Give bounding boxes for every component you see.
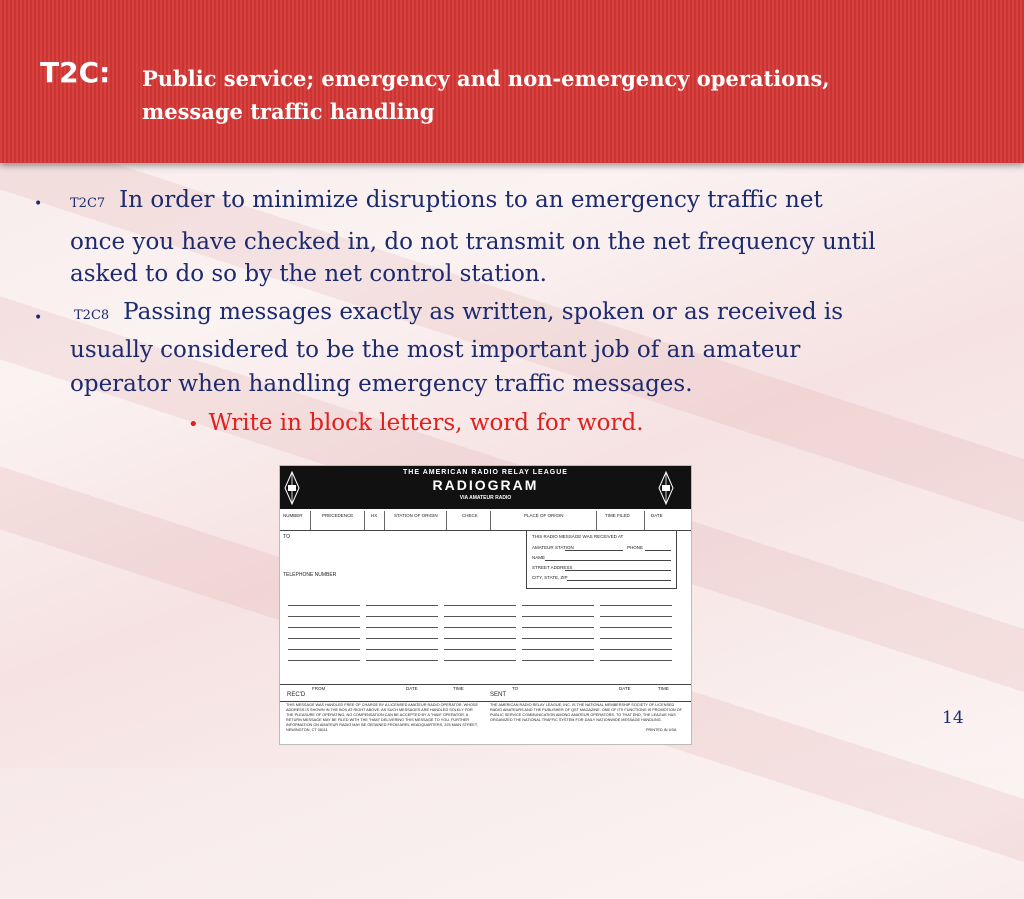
radiogram-form [279, 465, 692, 745]
recd-label: REC'D [287, 692, 306, 698]
form-org-name: THE AMERICAN RADIO RELAY LEAGUE [403, 469, 568, 476]
title-code: T2C: [40, 56, 111, 89]
sub-bullet [188, 410, 644, 436]
message-blank-line [600, 605, 672, 606]
message-blank-line [522, 660, 594, 661]
message-blank-line [288, 649, 360, 650]
form-title: RADIOGRAM [432, 477, 539, 493]
telephone-label: TELEPHONE NUMBER [283, 572, 337, 578]
message-blank-line [366, 660, 438, 661]
fine-print-right: THE AMERICAN RADIO RELAY LEAGUE, INC. IS THE NATIONAL MEMBERSHIP SOCIETY OF LICENSED RADIO AMATEURS AND THE PUBLISHER OF QST MAGAZINE. ONE OF ITS FUNCTIONS IS PROMOTION OF PUBLIC SERVICE COMMUNICATION AMONG AMATEUR OPERATORS. TO THAT END, THE LEAGUE HAS ORGANIZED THE NATIONAL TRAFFIC SYSTEM FOR DAILY NATIONWIDE MESSAGE HANDLING. [490, 703, 682, 722]
message-blank-line [600, 638, 672, 639]
message-blank-line [444, 649, 516, 650]
handling-row [280, 684, 691, 702]
preamble-row [280, 511, 691, 531]
col-precedence: PRECEDENCE [322, 513, 354, 518]
message-blank-line [600, 627, 672, 628]
question-code: T2C8 [74, 308, 110, 323]
date-label: DATE [406, 686, 418, 691]
to-label-bottom: TO [512, 686, 519, 691]
title-banner [0, 0, 1024, 163]
bullet-line: asked to do so by the net control station. [70, 261, 547, 287]
fine-print-left: THIS MESSAGE WAS HANDLED FREE OF CHARGE BY A LICENSED AMATEUR RADIO OPERATOR, WHOSE ADDRESS IS SHOWN IN THE BOX AT RIGHT ABOVE. AS SUCH MESSAGES ARE HANDLED SOLELY FOR THE PLEASURE OF OPERATING, NO COMPENSATION CAN BE ACCEPTED BY A "HAM" OPERATOR. A RETURN MESSAGE MAY BE FILED WITH THE "HAM" DELIVERING THIS MESSAGE TO YOU. FURTHER INFORMATION ON AMATEUR RADIO MAY BE OBTAINED FROM ARRL HEADQUARTERS, 225 MAIN STREET, NEWINGTON, CT 06111 [286, 703, 478, 732]
received-name: NAME [532, 555, 546, 560]
question-code: T2C7 [70, 196, 106, 211]
message-blank-line [444, 660, 516, 661]
page-title [142, 62, 962, 128]
message-blank-line [522, 616, 594, 617]
bullet-line: Passing messages exactly as written, spoken or as received is [123, 299, 844, 325]
col-check: CHECK [462, 513, 478, 518]
bullet-t2c7 [70, 182, 990, 292]
col-date: DATE [651, 513, 663, 518]
time-label: TIME [453, 686, 464, 691]
col-place-of-origin: PLACE OF ORIGIN [524, 513, 564, 518]
message-blank-line [366, 649, 438, 650]
message-blank-line [366, 627, 438, 628]
title-line-1: Public service; emergency and non-emergency operations, [142, 66, 830, 91]
message-blank-line [522, 605, 594, 606]
radiogram-header [280, 466, 691, 509]
message-blank-line [366, 616, 438, 617]
message-blank-line [600, 649, 672, 650]
received-title: THIS RADIO MESSAGE WAS RECEIVED AT [532, 534, 624, 539]
message-blank-line [444, 605, 516, 606]
message-blank-line [600, 616, 672, 617]
bullet-dot: • [34, 310, 43, 326]
message-blank-line [366, 605, 438, 606]
bullet-t2c8 [70, 294, 990, 402]
bullet-line: operator when handling emergency traffic messages. [70, 371, 693, 397]
received-city: CITY, STATE, ZIP [532, 575, 568, 580]
message-blank-line [288, 627, 360, 628]
col-station-of-origin: STATION OF ORIGIN [394, 513, 438, 518]
printed-in-usa: PRINTED IN USA [646, 728, 677, 732]
message-blank-line [522, 627, 594, 628]
message-blank-line [444, 638, 516, 639]
received-station: AMATEUR STATION [532, 545, 574, 550]
from-label: FROM [312, 686, 326, 691]
message-blank-line [288, 638, 360, 639]
received-phone: PHONE [627, 545, 644, 550]
col-time-filed: TIME FILED [605, 513, 630, 518]
page-number: 14 [942, 708, 964, 728]
sent-label: SENT [490, 692, 507, 698]
col-hx: HX [371, 513, 378, 518]
message-blank-line [288, 605, 360, 606]
bullet-line: In order to minimize disruptions to an emergency traffic net [119, 187, 823, 213]
bullet-line: once you have checked in, do not transmit on the net frequency until [70, 229, 876, 255]
time-label-2: TIME [658, 686, 669, 691]
col-number: NUMBER [283, 513, 303, 518]
title-line-2: message traffic handling [142, 99, 435, 124]
bullet-line: usually considered to be the most important job of an amateur [70, 337, 801, 363]
received-street: STREET ADDRESS [532, 565, 573, 570]
message-blank-line [288, 660, 360, 661]
message-blank-line [522, 649, 594, 650]
bullet-dot: • [34, 196, 43, 212]
message-blank-line [366, 638, 438, 639]
form-via: VIA AMATEUR RADIO [459, 495, 512, 501]
message-blank-line [288, 616, 360, 617]
received-box [526, 530, 677, 589]
sub-bullet-text: Write in block letters, word for word. [208, 410, 644, 436]
message-blank-line [522, 638, 594, 639]
message-blank-line [600, 660, 672, 661]
arrl-logo-icon [658, 471, 674, 505]
date-label-2: DATE [619, 686, 631, 691]
sub-bullet-dot: • [188, 414, 199, 435]
message-blank-line [444, 627, 516, 628]
to-label: TO [283, 534, 290, 540]
message-blank-line [444, 616, 516, 617]
